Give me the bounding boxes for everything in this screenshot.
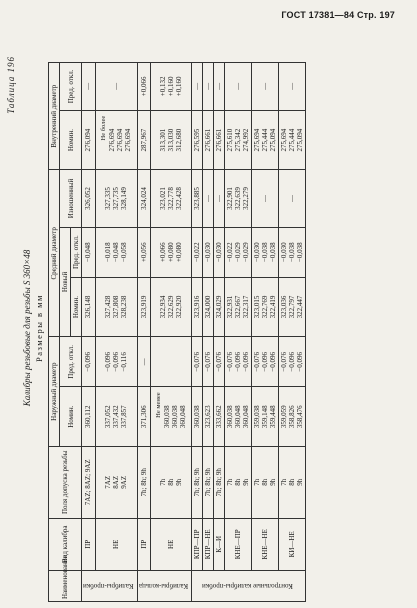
- cell-od-dev: −0,076: [213, 337, 224, 387]
- cell-id: 276,094: [82, 110, 95, 170]
- col-middle: Средний диаметр: [49, 170, 60, 337]
- cell-od-dev: −0,076 −0,096 −0,096: [279, 337, 306, 387]
- cell-field: 7h 8h 9h: [252, 447, 279, 519]
- cell-md-dev: +0,066 +0,080 +0,080: [150, 227, 191, 277]
- cell-od-values: 360,038 360,038 360,048: [162, 405, 187, 429]
- cell-field: 7AZ 8AZ 9AZ: [95, 447, 137, 519]
- cell-mdw: 324,024: [137, 170, 150, 227]
- cell-id-dev: +0,132 +0,160 +0,160: [150, 63, 191, 111]
- cell-od: 359,059 358,826 358,476: [279, 387, 306, 447]
- cell-id: [95, 110, 137, 170]
- cell-mdw: 323,885: [191, 170, 202, 227]
- cell-od: 359,038 359,148 359,448: [252, 387, 279, 447]
- col-outer-dev: Пред. откл.: [60, 337, 82, 387]
- cell-type: ПР: [82, 518, 95, 570]
- table-row: [213, 63, 224, 602]
- cell-md: 326,148: [82, 277, 95, 337]
- cell-id-dev: +0,066: [137, 63, 150, 111]
- table-row: [202, 63, 213, 602]
- not-less-note: Не менее: [155, 392, 163, 418]
- cell-id: 275,694 275,444 275,094: [279, 110, 306, 170]
- group-control: Контрольные калибры-пробки: [202, 582, 294, 591]
- not-more-note: Не более: [100, 115, 108, 141]
- cell-od-dev: −0,096 −0,096 −0,116: [95, 337, 137, 387]
- cell-id-dev: —: [252, 63, 279, 111]
- col-inner-dev: Пред. откл.: [60, 63, 82, 111]
- cell-md: 324,029: [213, 277, 224, 337]
- cell-md: 323,919: [137, 277, 150, 337]
- table-subtitle: Размеры в мм: [34, 294, 44, 362]
- cell-field: 7h 8h 9h: [150, 447, 191, 519]
- col-outer-nom: Номин.: [60, 387, 82, 447]
- cell-mdw: 322,901 322,639 322,279: [225, 170, 252, 227]
- col-type: Вид калибра: [49, 518, 82, 570]
- table-row: [150, 63, 191, 602]
- group-plug: Калибры-пробки: [83, 582, 134, 591]
- cell-od-dev: −0,076: [191, 337, 202, 387]
- cell-md-dev: −0,022 −0,029 −0,029: [225, 227, 252, 277]
- col-field: Поля допуска резьбы: [49, 447, 82, 519]
- cell-mdw: —: [213, 170, 224, 227]
- cell-id: 276,595: [191, 110, 202, 170]
- cell-md: 322,934 322,629 322,920: [150, 277, 191, 337]
- cell-id: 276,661: [202, 110, 213, 170]
- cell-od: 337,052 337,432 337,857: [95, 387, 137, 447]
- cell-type: НЕ: [150, 518, 191, 570]
- cell-od-dev: —: [137, 337, 150, 387]
- cell-id-values: 276,694 276,694 276,694: [107, 128, 132, 152]
- cell-id: 287,967: [137, 110, 150, 170]
- cell-od-dev: −0,096: [82, 337, 95, 387]
- cell-id-dev: —: [225, 63, 252, 111]
- cell-od: 371,306: [137, 387, 150, 447]
- rotated-table-area: [0, 48, 417, 608]
- cell-md-dev: −0,030 −0,038 −0,038: [252, 227, 279, 277]
- cell-md-dev: −0,018 −0,048 −0,058: [95, 227, 137, 277]
- cell-mdw: 327,335 327,735 328,149: [95, 170, 137, 227]
- col-wear: Изношенный: [60, 170, 82, 227]
- table-row: [95, 63, 137, 602]
- cell-id: 276,661: [213, 110, 224, 170]
- cell-od: 333,662: [213, 387, 224, 447]
- table-row: [225, 63, 252, 602]
- cell-md: 323,916: [191, 277, 202, 337]
- cell-od: 360,038 360,048 360,048: [225, 387, 252, 447]
- cell-mdw: 323,021 322,778 322,428: [150, 170, 191, 227]
- table-row: [279, 63, 306, 602]
- cell-id: 275,610 275,342 274,992: [225, 110, 252, 170]
- cell-id-dev: —: [95, 63, 137, 111]
- cell-md-dev: +0,056: [137, 227, 150, 277]
- table-number: Таблица 196: [6, 56, 16, 114]
- col-middle-nom: Номин.: [71, 277, 82, 337]
- cell-md-dev: −0,022: [191, 227, 202, 277]
- cell-md: 323,015 322,769 322,419: [252, 277, 279, 337]
- cell-mdw: —: [252, 170, 279, 227]
- cell-id: 275,694 275,444 275,094: [252, 110, 279, 170]
- cell-od-dev: −0,076 −0,096 −0,096: [225, 337, 252, 387]
- cell-id-dev: —: [279, 63, 306, 111]
- cell-type: КПР—НЕ: [202, 518, 213, 570]
- cell-type: НЕ: [95, 518, 137, 570]
- cell-id: 313,301 313,030 312,680: [150, 110, 191, 170]
- cell-id-dev: —: [191, 63, 202, 111]
- cell-od: 360,112: [82, 387, 95, 447]
- cell-md-dev: −0,030 −0,038 −0,038: [279, 227, 306, 277]
- group-ring: Калибры-кольца: [138, 582, 188, 591]
- cell-md-dev: −0,048: [82, 227, 95, 277]
- cell-md: 324,000: [202, 277, 213, 337]
- cell-od-dev: −0,076: [202, 337, 213, 387]
- cell-type: КПР—ПР: [191, 518, 202, 570]
- cell-type: ПР: [137, 518, 150, 570]
- cell-od: 323,623: [202, 387, 213, 447]
- col-outer: Наружный диаметр: [49, 337, 60, 447]
- cell-mdw: 326,052: [82, 170, 95, 227]
- cell-md-dev: −0,030: [213, 227, 224, 277]
- cell-mdw: —: [202, 170, 213, 227]
- cell-od-dev: [150, 337, 191, 387]
- gauge-table: [48, 62, 306, 602]
- cell-type: КНЕ—НЕ: [252, 518, 279, 570]
- cell-field: 7AZ; 8AZ; 9AZ: [82, 447, 95, 519]
- col-inner-nom: Номин.: [60, 110, 82, 170]
- col-name: Наименование: [49, 571, 82, 602]
- cell-od: [150, 387, 191, 447]
- cell-type: К—И: [213, 518, 224, 570]
- cell-id-dev: —: [213, 63, 224, 111]
- table-row: [252, 63, 279, 602]
- table-row: [82, 63, 95, 602]
- col-inner: Внутренний диаметр: [49, 63, 60, 170]
- cell-type: КИ—НЕ: [279, 518, 306, 570]
- cell-field: 7h; 8h; 9h: [213, 447, 224, 519]
- table-row: [191, 63, 202, 602]
- table-row: [137, 63, 150, 602]
- cell-od: 360,038: [191, 387, 202, 447]
- cell-md: 327,428 327,808 328,238: [95, 277, 137, 337]
- cell-id-dev: —: [82, 63, 95, 111]
- table-title: Калибры резьбовые для резьбы S 360×48: [22, 249, 32, 407]
- cell-field: 7h; 8h; 9h: [191, 447, 202, 519]
- cell-type: КНЕ—ПР: [225, 518, 252, 570]
- page-header: ГОСТ 17381—84 Стр. 197: [281, 10, 395, 20]
- cell-field: 7h; 8h; 9h: [202, 447, 213, 519]
- cell-field: 7h; 8h; 9h: [137, 447, 150, 519]
- cell-od-dev: −0,076 −0,096 −0,096: [252, 337, 279, 387]
- cell-field: 7h 8h 9h: [225, 447, 252, 519]
- cell-field: 7h 8h 9h: [279, 447, 306, 519]
- cell-id-dev: —: [202, 63, 213, 111]
- cell-md: 322,931 322,667 322,317: [225, 277, 252, 337]
- col-middle-dev: Пред. откл.: [71, 227, 82, 277]
- col-new: Новый: [60, 227, 71, 337]
- cell-md-dev: −0,030: [202, 227, 213, 277]
- cell-mdw: —: [279, 170, 306, 227]
- cell-md: 323,036 322,797 322,447: [279, 277, 306, 337]
